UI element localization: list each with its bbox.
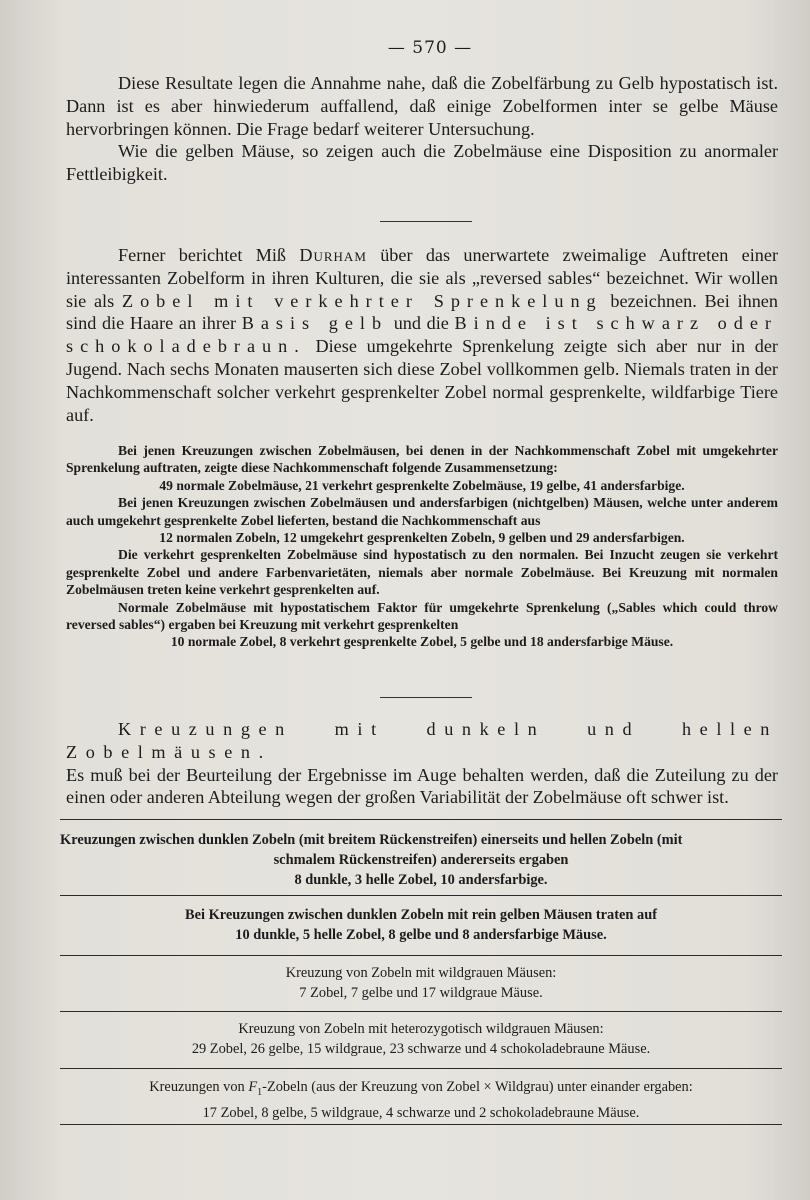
text-run: Kreuzungen von (149, 1079, 249, 1095)
section-divider (380, 697, 472, 698)
table-cell-text (60, 1077, 782, 1103)
math-symbol: F (248, 1079, 258, 1095)
paragraph-hypostasis: Diese Resultate legen die Annahme nahe, daß die Zobelfärbung zu Gelb hypostatisch ist. Dann ist es aber hinwiederum auffallend, daß einige Zobelformen inter se gelbe Mäuse hervorbringen können. Die Frage bedarf weiterer Untersuchung. (66, 73, 778, 139)
text-run: Ferner berichtet Miß (118, 245, 300, 265)
section-hypostasis (66, 72, 778, 186)
page-number: — 570 — (387, 38, 473, 58)
table-cell-result: 17 Zobel, 8 gelbe, 5 wildgraue, 4 schwarze und 2 schokoladebraune Mäuse. (202, 1104, 640, 1121)
section-dark-light-sables (66, 718, 778, 809)
small-print-results (66, 442, 778, 651)
result-text: Normale Zobelmäuse mit hypostatischem Faktor für umgekehrte Sprenkelung („Sables which could throw reversed sables“) ergaben bei Kreuzung mit verkehrt gesprenkelten (66, 599, 778, 633)
spaced-term: Zobel mit verkehrter Sprenkelung (121, 290, 603, 311)
result-numbers: 12 normalen Zobeln, 12 umgekehrt gesprenkelten Zobeln, 9 gelben und 29 andersfarbigen. (159, 530, 685, 546)
section-reversed-sables (66, 244, 778, 426)
paragraph-obesity: Wie die gelben Mäuse, so zeigen auch die Zobelmäuse eine Disposition zu anormaler Fettleibigkeit. (66, 141, 778, 185)
table-row (60, 1019, 782, 1059)
text-run: und die (388, 313, 455, 334)
text-run: bezeichnen. Bei ihnen sind die Haare an ihrer (66, 290, 778, 334)
table-rule (60, 955, 782, 956)
table-cell-result: 10 dunkle, 5 helle Zobel, 8 gelbe und 8 andersfarbige Mäuse. (235, 927, 607, 943)
section-heading: Kreuzungen mit dunkeln und hellen Zobelmäusen. (66, 719, 778, 762)
paragraph-durham (66, 244, 778, 426)
table-cell-text: Kreuzung von Zobeln mit heterozygotisch wildgrauen Mäusen: (238, 1021, 604, 1037)
text-run: -Zobeln (aus der Kreuzung von Zobel × Wildgrau) unter einander ergaben: (262, 1079, 693, 1095)
result-text: Bei jenen Kreuzungen zwischen Zobelmäusen, bei denen in der Nachkommenschaft Zobel mit umgekehrter Sprenkelung auftraten, zeigte diese Nachkommenschaft folgende Zusammensetzung: (66, 443, 778, 476)
table-cell-text: Kreuzungen zwischen dunklen Zobeln (mit breitem Rückenstreifen) einerseits und hellen Zobeln (mit (60, 832, 683, 848)
table-cell-text: Kreuzung von Zobeln mit wildgrauen Mäusen: (285, 965, 557, 981)
table-cell-result: 29 Zobel, 26 gelbe, 15 wildgraue, 23 schwarze und 4 schokoladebraune Mäuse. (191, 1041, 651, 1057)
table-row (60, 830, 782, 890)
result-numbers: 10 normale Zobel, 8 verkehrt gesprenkelte Zobel, 5 gelbe und 18 andersfarbige Mäuse. (170, 634, 674, 650)
table-rule (60, 1124, 782, 1125)
table-cell-text: Bei Kreuzungen zwischen dunklen Zobeln mit rein gelben Mäusen traten auf (185, 907, 657, 923)
section-divider (380, 221, 472, 222)
table-row (60, 905, 782, 945)
spaced-term: Binde ist schwarz oder schokoladebraun. (66, 313, 778, 357)
paragraph-variability: Es muß bei der Beurteilung der Ergebnisse im Auge behalten werden, daß die Zuteilung zu der einen oder anderen Abteilung wegen der großen Variabilität der Zobelmäuse oft schwer ist. (66, 764, 778, 808)
spaced-term: Basis gelb (241, 313, 389, 334)
result-numbers: 49 normale Zobelmäuse, 21 verkehrt gesprenkelte Zobelmäuse, 19 gelbe, 41 andersfarbige. (159, 477, 685, 493)
table-rule (60, 819, 782, 820)
table-rule (60, 1011, 782, 1012)
text-run: über das unerwartete zweimalige Auftreten einer interessanten Zobelform in ihren Kulturen, die sie als „reversed sables“ bezeichnet. Wir wollen sie als (66, 245, 778, 311)
math-subscript: 1 (257, 1086, 263, 1098)
table-rule (60, 1068, 782, 1069)
result-text: Bei jenen Kreuzungen zwischen Zobelmäusen und andersfarbigen (nichtgelben) Mäusen, welche unter anderem auch umgekehrt gesprenkelte Zobel lieferten, bestand die Nachkommenschaft aus (66, 495, 778, 528)
text-run: Diese umgekehrte Sprenkelung zeigte sich aber nur in der Jugend. Nach sechs Monaten mauserten sich diese Zobel vollkommen gelb. Niemals traten in der Nachkommenschaft solcher verkehrt gesprenkelter Zobel normal gesprenkelte, wildfarbige Tiere auf. (66, 336, 778, 425)
table-cell-result: 7 Zobel, 7 gelbe und 17 wildgraue Mäuse. (299, 985, 543, 1001)
table-row (60, 963, 782, 1003)
table-cell-text: schmalem Rückenstreifen) andererseits ergaben (273, 852, 569, 868)
result-text: Die verkehrt gesprenkelten Zobelmäuse sind hypostatisch zu den normalen. Bei Inzucht zeugen sie verkehrt gesprenkelte Zobel und andere Farbenvarietäten, niemals aber normale Zobelmäuse. Bei Kreuzung mit normalen Zobelmäusen treten keine verkehrt gesprenkelten auf. (66, 547, 778, 598)
table-rule (60, 895, 782, 896)
author-name: Durham (299, 245, 367, 265)
table-cell-result: 8 dunkle, 3 helle Zobel, 10 andersfarbige. (294, 872, 548, 888)
table-row (60, 1077, 782, 1123)
